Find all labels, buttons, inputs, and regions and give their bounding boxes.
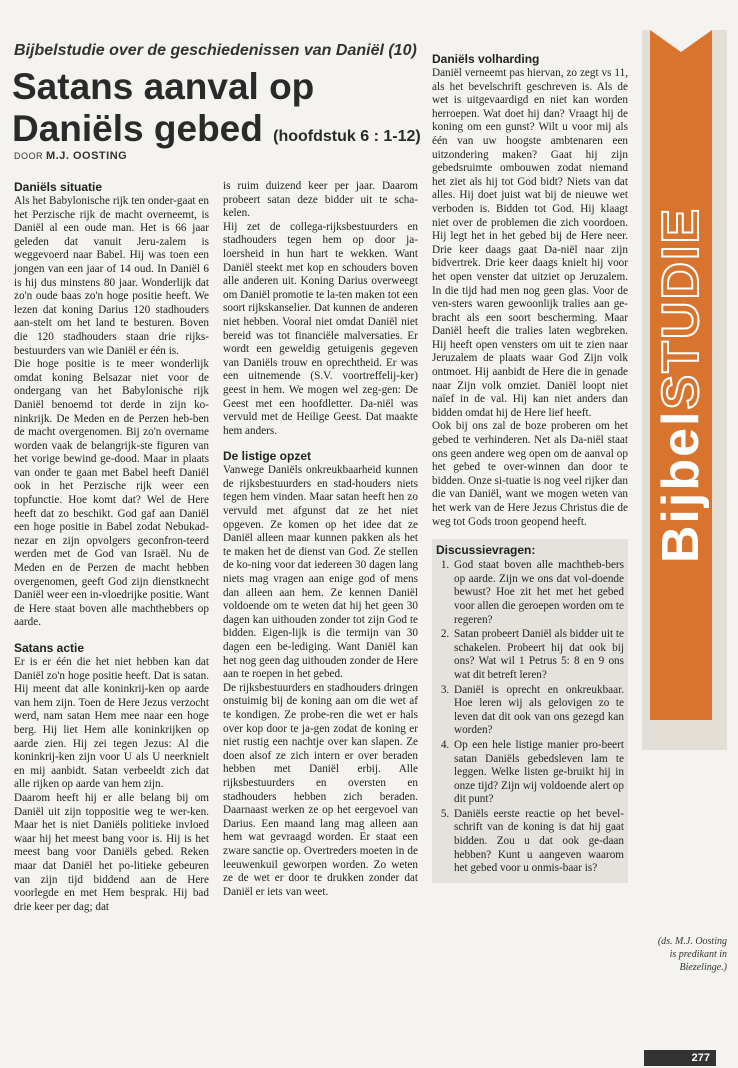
- bijbelstudie-vertical-title: [651, 207, 711, 563]
- heading-daniels-situatie: Daniëls situatie: [14, 180, 103, 194]
- column-1: [14, 180, 209, 914]
- studie-outline: STUDIE: [652, 206, 710, 410]
- paragraph: Vanwege Daniëls onkreukbaarheid kunnen de rijksbestuurders en stad-houders niets tegen hem vinden. Maar satan heeft hen zo vervuld met afgunst dat ze het niet opgeven. Ze komen op het idee dat ze Daniël alleen maar kunnen pakken als het te maken het de dienst van God. Ze stellen de ko-ning voor dat iedereen 30 dagen lang niets mag vragen aan enige god of mens dan alleen aan hem. Ze kennen Daniël voldoende om te weten dat hij het geen 30 dagen kan uithouden zonder tot zijn God te bidden. Eigen-lijk is die termijn van 30 dagen een be-lediging. Want Daniël kan het nog geen dag uithouden zonder de Here aan te roepen in het gebed.: [223, 464, 418, 681]
- discussion-question: 3. Daniël is oprecht en onkreukbaar. Hoe leren wij als gelovigen zo te leven dat dit ook van ons gezegd kan worden?: [452, 684, 624, 738]
- byline-prefix: DOOR: [14, 151, 43, 161]
- discussion-box: [432, 539, 628, 883]
- paragraph: De rijksbestuurders en stadhouders dringen onstuimig bij de koning aan om die wet af te kondigen. Ze probe-ren die wet er hals over kop door te ja-gen zodat de koning er niet rustig een nachtje over kan slapen. Ze doen alsof ze zich intern er over beraden hebben met Daniël erbij. Alle rijksbestuurders en oversten en stadhouders hebben zich beraden. Daarnaast werken ze op het eergevoel van Darius. Een maand lang mag alleen aan hem wat gevraagd worden. Er staat een zware sanctie op. Overtreders moeten in de leeuwenkuil geworpen worden. Zo weten ze de wet er door te drukken zonder dat Daniël er iets van weet.: [223, 681, 418, 898]
- paragraph: Daniël verneemt pas hiervan, zo zegt vs 11, als het bevelschrift geschreven is. Als de wet is uitgevaardigd en niet kan worden herroepen. Wat doet hij dan? Vraagt hij de koning om een gunst? Wilt u voor mij als één van uw hoogste ambtenaren een uitzondering maken? Gaat hij zijn gebedsruimte ombouwen zodat niemand het ziet als hij tot God bidt? Niets van dat alles. Hij doet juist wat bij de nieuwe wet verboden is. Bidden tot God. Hij klaagt niet over de problemen die zich voordoen. Hij legt het in het gebed bij de Here neer. Drie keer daags gaat Da-niël naar zijn bidvertrek. Drie keer daags knielt hij voor het open venster dat uitziet op Jeruzalem. In die tijd had men nog geen glas. Voor de ven-sters waren gewoonlijk tralies aan ge-bracht als een soort bescherming. Maar Daniël heeft die tralies laten wegbreken. Hij heeft open vensters om uit te zien naar Jeruzalem de plaats waar God Zijn volk ontmoet. Hij aanbidt de Here die in genade naar Zijn volk omziet. Daniël loopt niet naïef in de val. Hij kan niet anders dan bidden omdat hij de Here lief heeft.: [432, 67, 628, 419]
- heading-de-listige-opzet: De listige opzet: [223, 449, 312, 464]
- bijbel-solid: Bijbel: [652, 409, 710, 564]
- discussion-question: 5. Daniëls eerste reactie op het bevel-schrift van de koning is dat hij gaat bidden. Zou u dat ook ge-daan hebben? Kunt u aangeven waarom het gebed voor u onmis-baar is?: [452, 808, 624, 876]
- page-number: 277: [644, 1050, 716, 1066]
- article-title: [12, 66, 432, 158]
- paragraph: Hij zet de collega-rijksbestuurders en stadhouders tegen hem op door ja-loersheid in hun hart te wekken. Want Daniël steekt met kop en schouders boven alle anderen uit. Koning Darius overweegt om Daniël promotie te la-ten maken tot een soort rijkskanselier. Dat kunnen de anderen niet hebben. Vooral niet omdat Daniël niet bereid was tot financiële malversaties. Er wordt een geweldig getuigenis gegeven van Daniëls trouw en oprechtheid. Er was een uitnemende (S.V. voortreffelij-ker) geest in hem. We mogen wel zeg-gen: De Geest met een hoofdletter. Da-niël was vervuld met de Heilige Geest. Dat maakte hem anders.: [223, 220, 418, 437]
- byline: [14, 150, 127, 162]
- title-line-1: Satans aanval op: [12, 66, 315, 107]
- discussion-title: Discussievragen:: [436, 543, 536, 558]
- heading-daniels-volharding: Daniëls volharding: [432, 52, 540, 66]
- discussion-question: 1. God staat boven alle machtheb-bers op aarde. Zijn we ons dat vol-doende bewust? Hoe zit het met het gebed voor allen die geroepen worden om te regeren?: [452, 559, 624, 627]
- heading-satans-actie: Satans actie: [14, 641, 85, 655]
- paragraph: Ook bij ons zal de boze proberen om het gebed te verhinderen. Net als Da-niël staat ons geen andere weg open om de aanval op het gebed te over-winnen dan door te bidden. Onze si-tuatie is nog veel rijker dan die van Daniël, want we mogen weten van het werk van de Here Jezus Christus die de weg tot Gods troon geopend heeft.: [432, 420, 628, 528]
- discussion-question: 2. Satan probeert Daniël als bidder uit te schakelen. Probeert hij dat ook bij ons? Wat wil 1 Petrus 5: 8 en 9 ons wat dit betreft leren?: [452, 628, 624, 682]
- paragraph: is ruim duizend keer per jaar. Daarom probeert satan deze bidder uit te scha-kelen.: [223, 180, 418, 220]
- author-footnote: [640, 935, 727, 974]
- footnote-line: Biezelinge.): [679, 962, 727, 973]
- series-kicker: Bijbelstudie over de geschiedenissen van Daniël (10): [14, 42, 417, 59]
- footnote-line: is predikant in: [669, 949, 727, 960]
- paragraph: Er is er één die het niet hebben kan dat Daniël zo'n hoge positie heeft. Dat is satan. Hij meent dat alle koninkrij-ken op aarde van hem zijn. Toen de Here Jezus verzocht werd, nam satan Hem mee naar een hoge berg. Hij liet Hem alle koninkrijken op aarde zien. Hij zei tegen Jezus: Al die koninkrij-ken zijn voor U als U neerknielt en mij aanbidt. Satan verbeeldt zich dat alle rijken op aarde van hem zijn.: [14, 656, 209, 791]
- paragraph: Daarom heeft hij er alle belang bij om Daniël uit zijn toppositie weg te wer-ken. Maar het is niet Daniëls politieke invloed waar hij het meest bang voor is. Hij is het meest bang voor Daniëls gebed. Reken maar dat Daniël het po-litieke gebeuren van zijn tijd biddend aan de Here voorlegde en met Hem besprak. Hij bad drie keer per dag; dat: [14, 791, 209, 913]
- title-line-2-text: Daniëls gebed: [12, 108, 263, 149]
- column-2: [223, 180, 418, 899]
- title-chapter-ref: (hoofdstuk 6 : 1-12): [273, 128, 421, 145]
- discussion-list: [436, 559, 624, 876]
- paragraph: Als het Babylonische rijk ten onder-gaat en het Perzische rijk de macht overneemt, is Daniël al een oude man. Het is 66 jaar geleden dat vanuit Jeru-zalem is weggevoerd naar Babel. Hij was toen een jongen van een jaar of 14 oud. In Daniël 6 is hij dus minstens 80 jaar. Wonderlijk dat zo'n oude baas zo'n hoge positie heeft. We lezen dat koning Darius 120 stadhouders aan-stelt om het land te besturen. Boven die 120 stadhouders staan drie rijks-bestuurders van wie Daniël er één is.: [14, 195, 209, 357]
- chevron-notch-icon: [650, 30, 712, 78]
- discussion-question: 4. Op een hele listige manier pro-beert satan Daniëls gebedsleven lam te leggen. Welke listen ge-bruikt hij in onze tijd? Zijn wij voldoende alert op dit punt?: [452, 739, 624, 807]
- paragraph: Die hoge positie is te meer wonderlijk omdat koning Belsazar niet voor de ondergang van het Babylonische rijk Daniël benoemd tot derde in zijn ko-ninkrijk. De Meden en de Perzen heb-ben de macht overgenomen. Bij zo'n overname worden vaak de belangrijk-ste figuren van het vorige bewind ge-dood. Maar in plaats van onder te gaan met Babel heeft Daniël ook in het Perzische rijk weer een topfunctie. Hoe komt dat? Wel de Here heeft dat zo beschikt. God gaf aan Daniël een hoge positie in Babel zodat Nebukad-nezar en zijn opvolgers geconfron-teerd werden met de God van Israël. Nu de Meden en de Perzen de macht hebben overgenomen, geeft God zijn dienstknecht Daniël weer een in-vloedrijke positie. Want de Here staat boven alle machthebbers op aarde.: [14, 358, 209, 629]
- footnote-line: (ds. M.J. Oosting: [657, 936, 727, 947]
- byline-author: M.J. OOSTING: [46, 150, 128, 162]
- column-3: [432, 52, 628, 883]
